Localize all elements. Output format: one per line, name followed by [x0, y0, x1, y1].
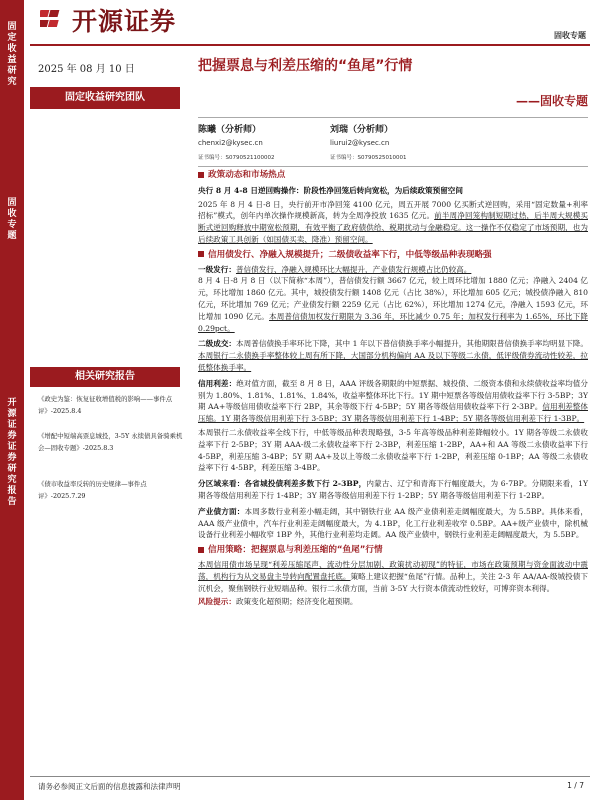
report-date: 2025 年 08 月 10 日 [38, 64, 135, 75]
bullet-square-icon [198, 547, 204, 553]
sidebar-label-top: 固定收益研究 [7, 22, 17, 87]
paragraph: 产业债方面：本周多数行业利差小幅走阔，其中钢铁行业 AA 级产业债利差走阔幅度最大，为 5.5BP。具体来看，AAA 级产业债中，汽车行业利差走阔幅度最大，为 4.1BP，化工行业利差收窄 0.5BP。AA+级产业债中，除机械设备行业利差小幅收窄 1BP 外，其他行业利差均走阔。AA 级产业债中，钢铁行业利差走阔幅度最大，为 5.5BP。 [198, 506, 588, 540]
related-report-link[interactable]: 《债市收益率反转的历史规律—事件点评》-2025.7.29 [38, 480, 147, 500]
paragraph: 分区域来看：各省城投债利差多数下行 2-3BP，内蒙古、辽宁和青海下行幅度最大，为 6-7BP。分期限来看，1Y 期各等级信用利差下行 1-4BP；3Y 期各等级信用利差下行 1-2BP；5Y 期各等级信用利差下行 1-2BP。 [198, 479, 588, 500]
author-name: 刘瑞（分析师） [330, 125, 394, 135]
paragraph: 二级成交：本周普信债换手率环比下降，其中 1 年以下普信债换手率小幅提升，其他期限普信债换手率均明显下降。本周银行二永债换手率整体较上周有所下降，大国部分机构偏向 AA 及以下等级二永债，低评级债券流动性较差，拉低整体换手率。 [198, 339, 589, 372]
author-divider-bottom [198, 166, 588, 167]
footer-divider [30, 776, 590, 777]
author-cert: 证书编号：S0790525010001 [330, 155, 407, 161]
logo-mark-icon [40, 4, 70, 34]
section-heading: 信用债发行、净融入规模提升；二级债收益率下行，中低等级品种表现略强 [198, 250, 588, 262]
paragraph: 本周银行二永债收益率全线下行，中低等级品种表现略强，3-5 年高等级品种利差降幅较小。1Y 期各等级二永债收益率下行 2-5BP；3Y 期 AAA-级二永债收益率下行 2-3BP，利差压缩 1-2BP，AA+和 AA 等级二永债收益率下行 4-5BP，利差压缩 3-4BP；5Y 期 AA+及以上等级二永债收益率下行 1-2BP，利差压缩 0-1BP；AA 等级二永债收益率下行 4-5BP，利差压缩 3-4BP。 [198, 427, 588, 473]
section-heading: 信用策略：把握票息与利差压缩的“鱼尾”行情 [198, 545, 588, 557]
author-name: 陈曦（分析师） [198, 125, 262, 135]
report-category-tag: 固收专题 [554, 31, 586, 40]
related-report-link[interactable]: 《政史为鉴：恢复征收增值税的影响——事件点评》-2025.8.4 [38, 395, 173, 415]
team-label: 固定收益研究团队 [30, 87, 180, 109]
paragraph: 信用利差：绝对值方面，截至 8 月 8 日，AAA 评级各期限的中短票据、城投债、二级资本债和永续债收益率均值分别为 1.80%、1.81%、1.81%、1.84%，收益率整体环比下行。1Y 期中短票各等级信用债收益率下行 3-5BP；3Y 期 AA+等级信用债收益率下行 2BP，其余等级下行 4-5BP；5Y 期各等级信用债收益率下行 2-3BP。信用利差整体压缩。1Y 期各等级信用利差下行 3-5BP；3Y 期各等级信用利差下行 1-4BP；5Y 期各等级信用利差下行 1-3BP。 [198, 378, 588, 424]
author-email[interactable]: chenxi2@kysec.cn [198, 139, 263, 147]
author-email[interactable]: liurui2@kysec.cn [330, 139, 390, 147]
risk-note: 风险提示：政策变化超预期；经济变化超预期。 [198, 597, 358, 607]
sidebar-strip [0, 0, 24, 800]
author-card [198, 122, 274, 161]
bullet-square-icon [198, 251, 204, 257]
sidebar-label-mid: 固收专题 [7, 198, 17, 241]
section-heading: 政策动态和市场热点 [198, 170, 588, 182]
author-divider-top [198, 117, 588, 118]
paragraph: 8 月 4 日-8 月 8 日（以下简称“本周”），普信债发行额 3667 亿元，较上周环比增加 1880 亿元；净融入 2404 亿元，环比增加 1860 亿元。其中，城投债发行额 1408 亿元（占比 38%），环比增加 605 亿元；城投债净融入 810 亿元，环比增加 769 亿元；产业债发行额 2259 亿元（占比 62%），环比增加 1274 亿元，净融入 1593 亿元，环比增加 1090 亿元。本周普信债加权发行期限为 3.36 年，环比减少 0.75 年；加权发行利率为 1.65%，环比下降 0.29pct。 [198, 276, 588, 333]
related-reports-heading: 相关研究报告 [30, 367, 180, 387]
logo-text: 开源证券 [72, 7, 177, 36]
paragraph: 本周信用债市场呈现“利差压缩尾声、流动性分层加剧、政策扰动初现”的特征，市场在政策预期与资金面波动中震荡，机构行为从交易盘主导转向配置盘托底。策略上建议把握“鱼尾”行情。品种上，关注 2-3 年 AA/AA-级城投债下沉机会，聚焦钢铁行业短端品种。银行二永债方面，当前 3-5Y 大行资本债流动性较好，可博弈资本利得。 [198, 559, 589, 593]
page-number: 1 / 7 [567, 781, 584, 790]
paragraph: 一级发行：普信债发行、净融入规模环比大幅提升，产业债发行规模占比仍较高。 [198, 264, 472, 274]
related-report-link[interactable]: 《增配中短端高票息城投，3-5Y 永续债具备骑乘机会—固收专题》-2025.8.3 [38, 432, 183, 452]
header-divider [30, 44, 590, 46]
report-subtitle: ——固收专题 [515, 94, 588, 108]
footer-disclaimer: 请务必参阅正文后面的信息披露和法律声明 [38, 782, 181, 791]
report-title: 把握票息与利差压缩的“鱼尾”行情 [198, 58, 413, 74]
section-lead: 央行 8 月 4-8 日逆回购操作：阶段性净回笼后转向宽松，为后续政策预留空间 [198, 185, 463, 195]
report-body [198, 170, 588, 608]
paragraph: 2025 年 8 月 4 日-8 日，央行前开市净回笼 4100 亿元，周五开展 7000 亿买断式逆回购，采用“固定数量+利率招标”模式，创年内单次操作规模新高，转为全周净投放 1635 亿元。前半周净回笼构制短期过热，后半周大规模买断式逆回购释放中期宽松预期，有效平衡了政府债供给、税期扰动与金融稳定。这一操作不仅稳定了市场预期，也为后续政策工具创新（如国债买卖、降准）预留空间。 [198, 199, 588, 244]
author-card [330, 122, 406, 161]
bullet-square-icon [198, 172, 204, 178]
author-cert: 证书编号：S0790521100002 [198, 155, 275, 161]
sidebar-label-bottom: 开源证券 证券研究报告 [7, 398, 17, 507]
